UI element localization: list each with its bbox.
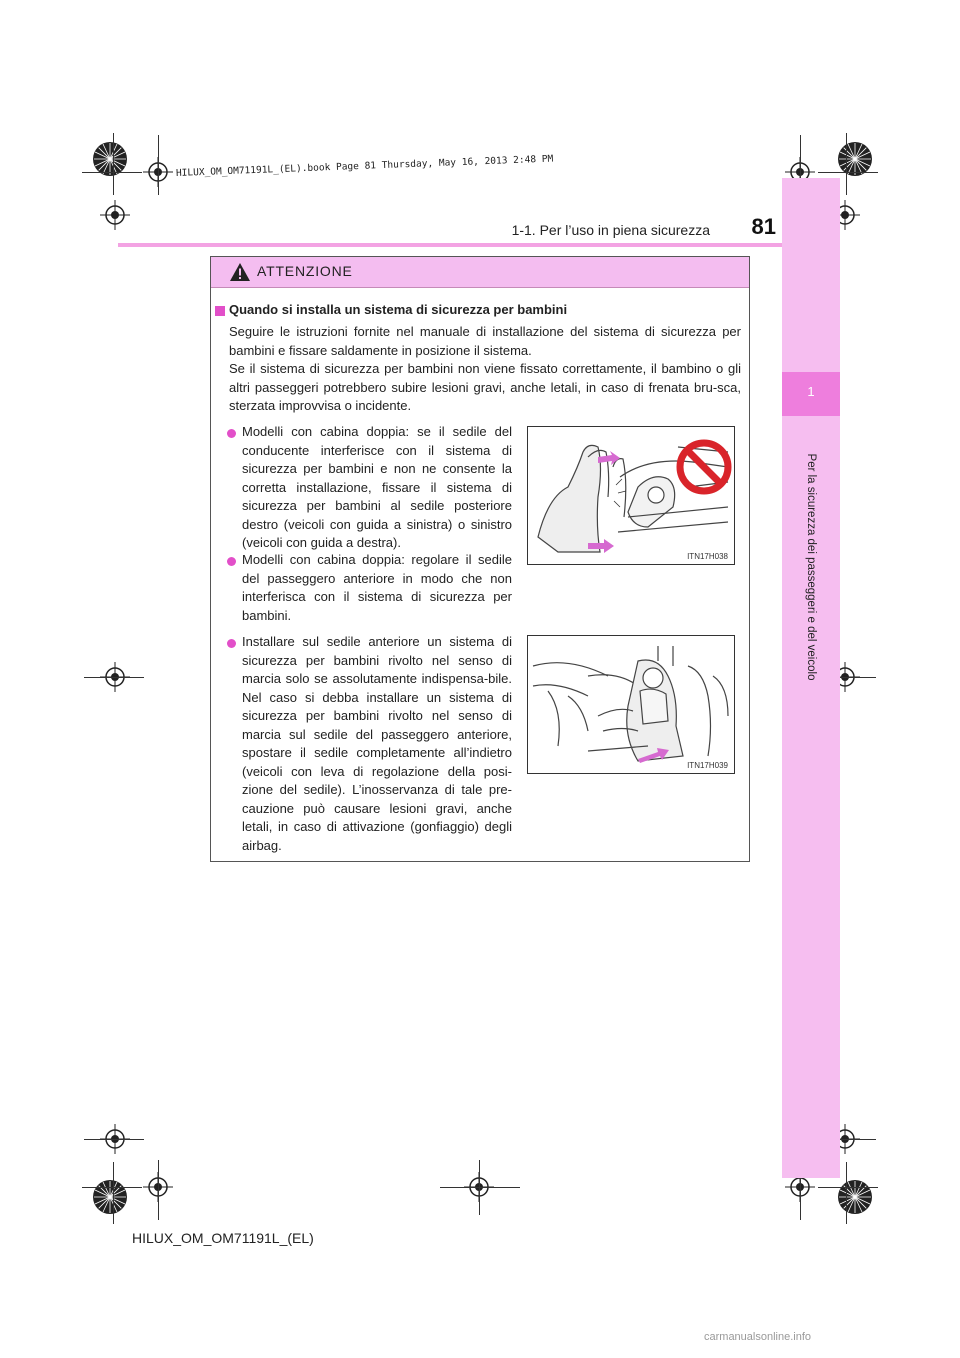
crop-line <box>84 677 144 678</box>
warning-title: ATTENZIONE <box>257 263 353 279</box>
section-title: 1-1. Per l’uso in piena sicurezza <box>511 222 710 238</box>
intro-paragraph: Seguire le istruzioni fornite nel manuale di installazione del sistema di sicurezza per bambini e fissare saldamente in posizione il sistema. <box>229 324 741 358</box>
registration-dial-bottom-right <box>837 1179 873 1215</box>
crop-line <box>82 1187 142 1188</box>
crop-line <box>440 1187 520 1188</box>
crop-line <box>113 1162 114 1224</box>
watermark: carmanualsonline.info <box>704 1331 812 1343</box>
crop-line <box>846 1162 847 1224</box>
bullet-text: Modelli con cabina doppia: regolare il sedile del passeggero anteriore in modo che non interferisca con il sistema di sicurezza per bambini. <box>242 552 512 623</box>
bullet-text: Installare sul sedile anteriore un sistema di sicurezza per bambini rivolto nel senso di marcia solo se assolutamente indispensa-bile. Nel caso si debba installare un sistema di sicurezza per bambini rivolto nel senso di marcia sul sedile del passeggero anteriore, spostare il sedile completamente all’indietro (veicoli con leva di regolazione della posi-zione del sedile). L’inosservanza di tale pre-cauzione può causare lesioni gravi, anche letali, in caso di attivazione (gonfiaggio) degli airbag. <box>242 634 512 853</box>
crop-line <box>113 133 114 195</box>
figure-child-seat-interference <box>527 426 735 565</box>
crosshair-mark <box>100 200 130 230</box>
page-number: 81 <box>751 214 776 239</box>
registration-dial-bottom-left <box>92 1179 128 1215</box>
warning-header <box>211 257 749 288</box>
book-stamp: HILUX_OM_OM71191L_(EL).book Page 81 Thursday, May 16, 2013 2:48 PM <box>175 153 554 179</box>
warning-subheading: Quando si installa un sistema di sicurezza per bambini <box>229 302 568 317</box>
crop-line <box>818 1187 878 1188</box>
warning-box <box>210 256 750 862</box>
figure-code: ITN17H039 <box>687 761 728 770</box>
header-rule <box>118 243 782 247</box>
bullet-text: Modelli con cabina doppia: se il sedile del conducente interferisce con il sistema di sicurezza per bambini e non ne consente la corretta installazione, fissare il sistema di sicurezza per bambini al sedile posteriore destro (veicoli con guida a sinistra) o sinistro (veicoli con guida a destra). <box>242 424 512 550</box>
chapter-number: 1 <box>807 384 815 399</box>
crop-line <box>82 172 142 173</box>
chapter-title-vertical: Per la sicurezza dei passeggeri e del veicolo <box>805 453 817 681</box>
round-bullet-icon <box>227 639 236 648</box>
footer-doc-code: HILUX_OM_OM71191L_(EL) <box>132 1230 314 1246</box>
crop-line <box>818 172 878 173</box>
figure-code: ITN17H038 <box>687 552 728 561</box>
intro-paragraph: Se il sistema di sicurezza per bambini non viene fissato correttamente, il bambino o gli altri passeggeri potrebbero subire lesioni gravi, anche letali, in caso di frenata bru-sca, sterzata improvvisa o incidente. <box>229 361 741 413</box>
round-bullet-icon <box>227 429 236 438</box>
chapter-number-tab <box>782 372 840 416</box>
crop-line <box>846 133 847 195</box>
crop-line <box>158 1160 159 1220</box>
square-bullet-icon <box>215 306 225 316</box>
round-bullet-icon <box>227 557 236 566</box>
crop-line <box>479 1160 480 1215</box>
crop-line <box>84 1139 144 1140</box>
figure-forward-facing-seat <box>527 635 735 774</box>
crop-line <box>158 135 159 195</box>
warning-triangle-icon <box>229 262 251 282</box>
